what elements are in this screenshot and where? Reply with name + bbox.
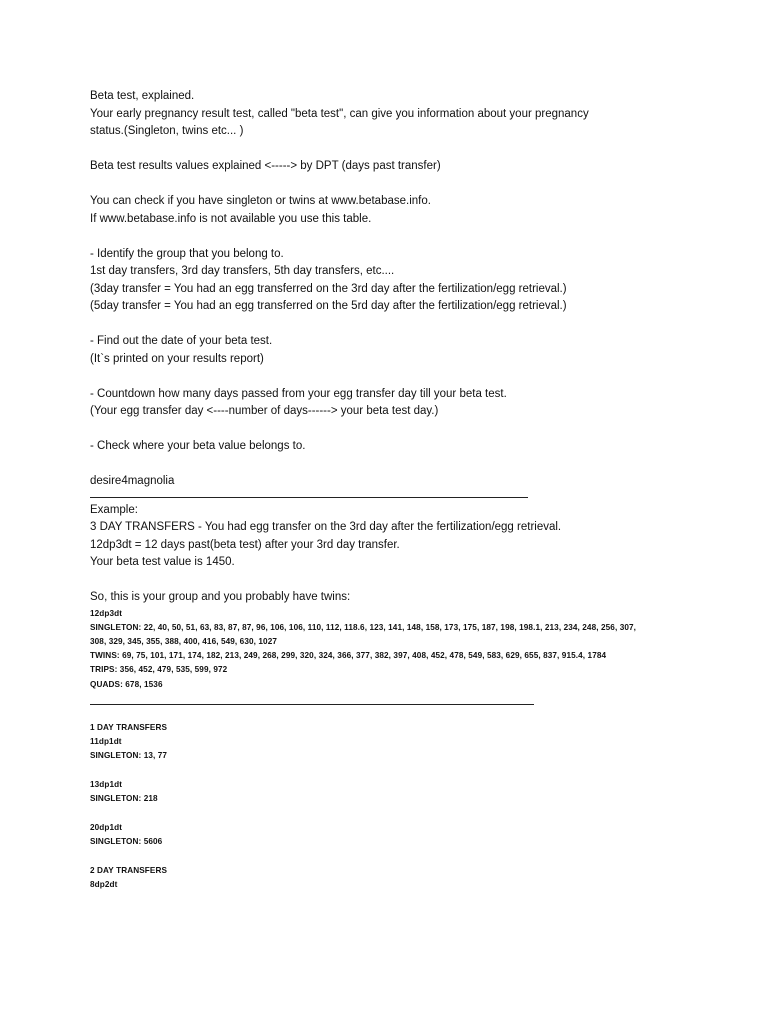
intro-line: status.(Singleton, twins etc... ) <box>90 125 244 137</box>
quads-values: QUADS: 678, 1536 <box>90 679 163 689</box>
step-line: - Countdown how many days passed from your egg transfer day till your beta test. <box>90 387 507 400</box>
step-line: 1st day transfers, 3rd day transfers, 5th day transfers, etc.... <box>90 265 395 277</box>
step-line: (5day transfer = You had an egg transferred on the 5rd day after the fertilization/egg retrieval.) <box>90 300 567 312</box>
intro-line: You can check if you have singleton or twins at www.betabase.info. <box>90 195 431 207</box>
step-line: (3day transfer = You had an egg transferred on the 3rd day after the fertilization/egg retrieval.) <box>90 282 567 295</box>
author-signature: desire4magnolia <box>90 475 175 487</box>
group-label: 12dp3dt <box>90 608 123 618</box>
singleton-values: 308, 329, 345, 355, 388, 400, 416, 549, 630, 1027 <box>90 636 278 646</box>
step-line: (Your egg transfer day <----number of days------> your beta test day.) <box>90 405 439 417</box>
twins-values: TWINS: 69, 75, 101, 171, 174, 182, 213, 249, 268, 299, 320, 324, 366, 377, 382, 397, 408, 452, 478, 549, 583, 629, 655, 837, 915.4, 1784 <box>90 651 607 661</box>
step-line: (It`s printed on your results report) <box>90 352 264 365</box>
trips-values: TRIPS: 356, 452, 479, 535, 599, 972 <box>90 665 228 675</box>
doc-title: Beta test, explained. <box>90 90 195 102</box>
example-line: So, this is your group and you probably have twins: <box>90 591 351 603</box>
group-label: 11dp1dt <box>90 736 122 746</box>
example-line: 12dp3dt = 12 days past(beta test) after your 3rd day transfer. <box>90 538 400 551</box>
intro-line: Your early pregnancy result test, called "beta test", can give you information about your pregnancy <box>90 107 589 120</box>
section-heading: 2 DAY TRANSFERS <box>90 865 168 875</box>
intro-line: Beta test results values explained <-----> by DPT (days past transfer) <box>90 160 441 172</box>
group-label: 20dp1dt <box>90 822 123 832</box>
document-body <box>90 88 690 892</box>
example-heading: Example: <box>90 503 138 516</box>
intro-line: If www.betabase.info is not available you use this table. <box>90 212 372 225</box>
divider <box>90 704 534 705</box>
example-line: 3 DAY TRANSFERS - You had egg transfer on the 3rd day after the fertilization/egg retrieval. <box>90 521 562 533</box>
singleton-values: SINGLETON: 13, 77 <box>90 751 168 761</box>
singleton-values: SINGLETON: 218 <box>90 794 158 804</box>
section-heading: 1 DAY TRANSFERS <box>90 722 168 732</box>
step-line: - Check where your beta value belongs to. <box>90 440 306 452</box>
step-line: - Identify the group that you belong to. <box>90 247 284 260</box>
divider <box>90 497 528 498</box>
group-label: 13dp1dt <box>90 779 123 789</box>
singleton-values: SINGLETON: 5606 <box>90 837 163 847</box>
example-line: Your beta test value is 1450. <box>90 556 235 568</box>
step-line: - Find out the date of your beta test. <box>90 335 273 347</box>
singleton-values: SINGLETON: 22, 40, 50, 51, 63, 83, 87, 87, 96, 106, 106, 110, 112, 118.6, 123, 141, 148, 158, 173, 175, 187, 198, 198.1, 213, 234, 248, 256, 307, <box>90 622 637 632</box>
group-label: 8dp2dt <box>90 880 118 890</box>
